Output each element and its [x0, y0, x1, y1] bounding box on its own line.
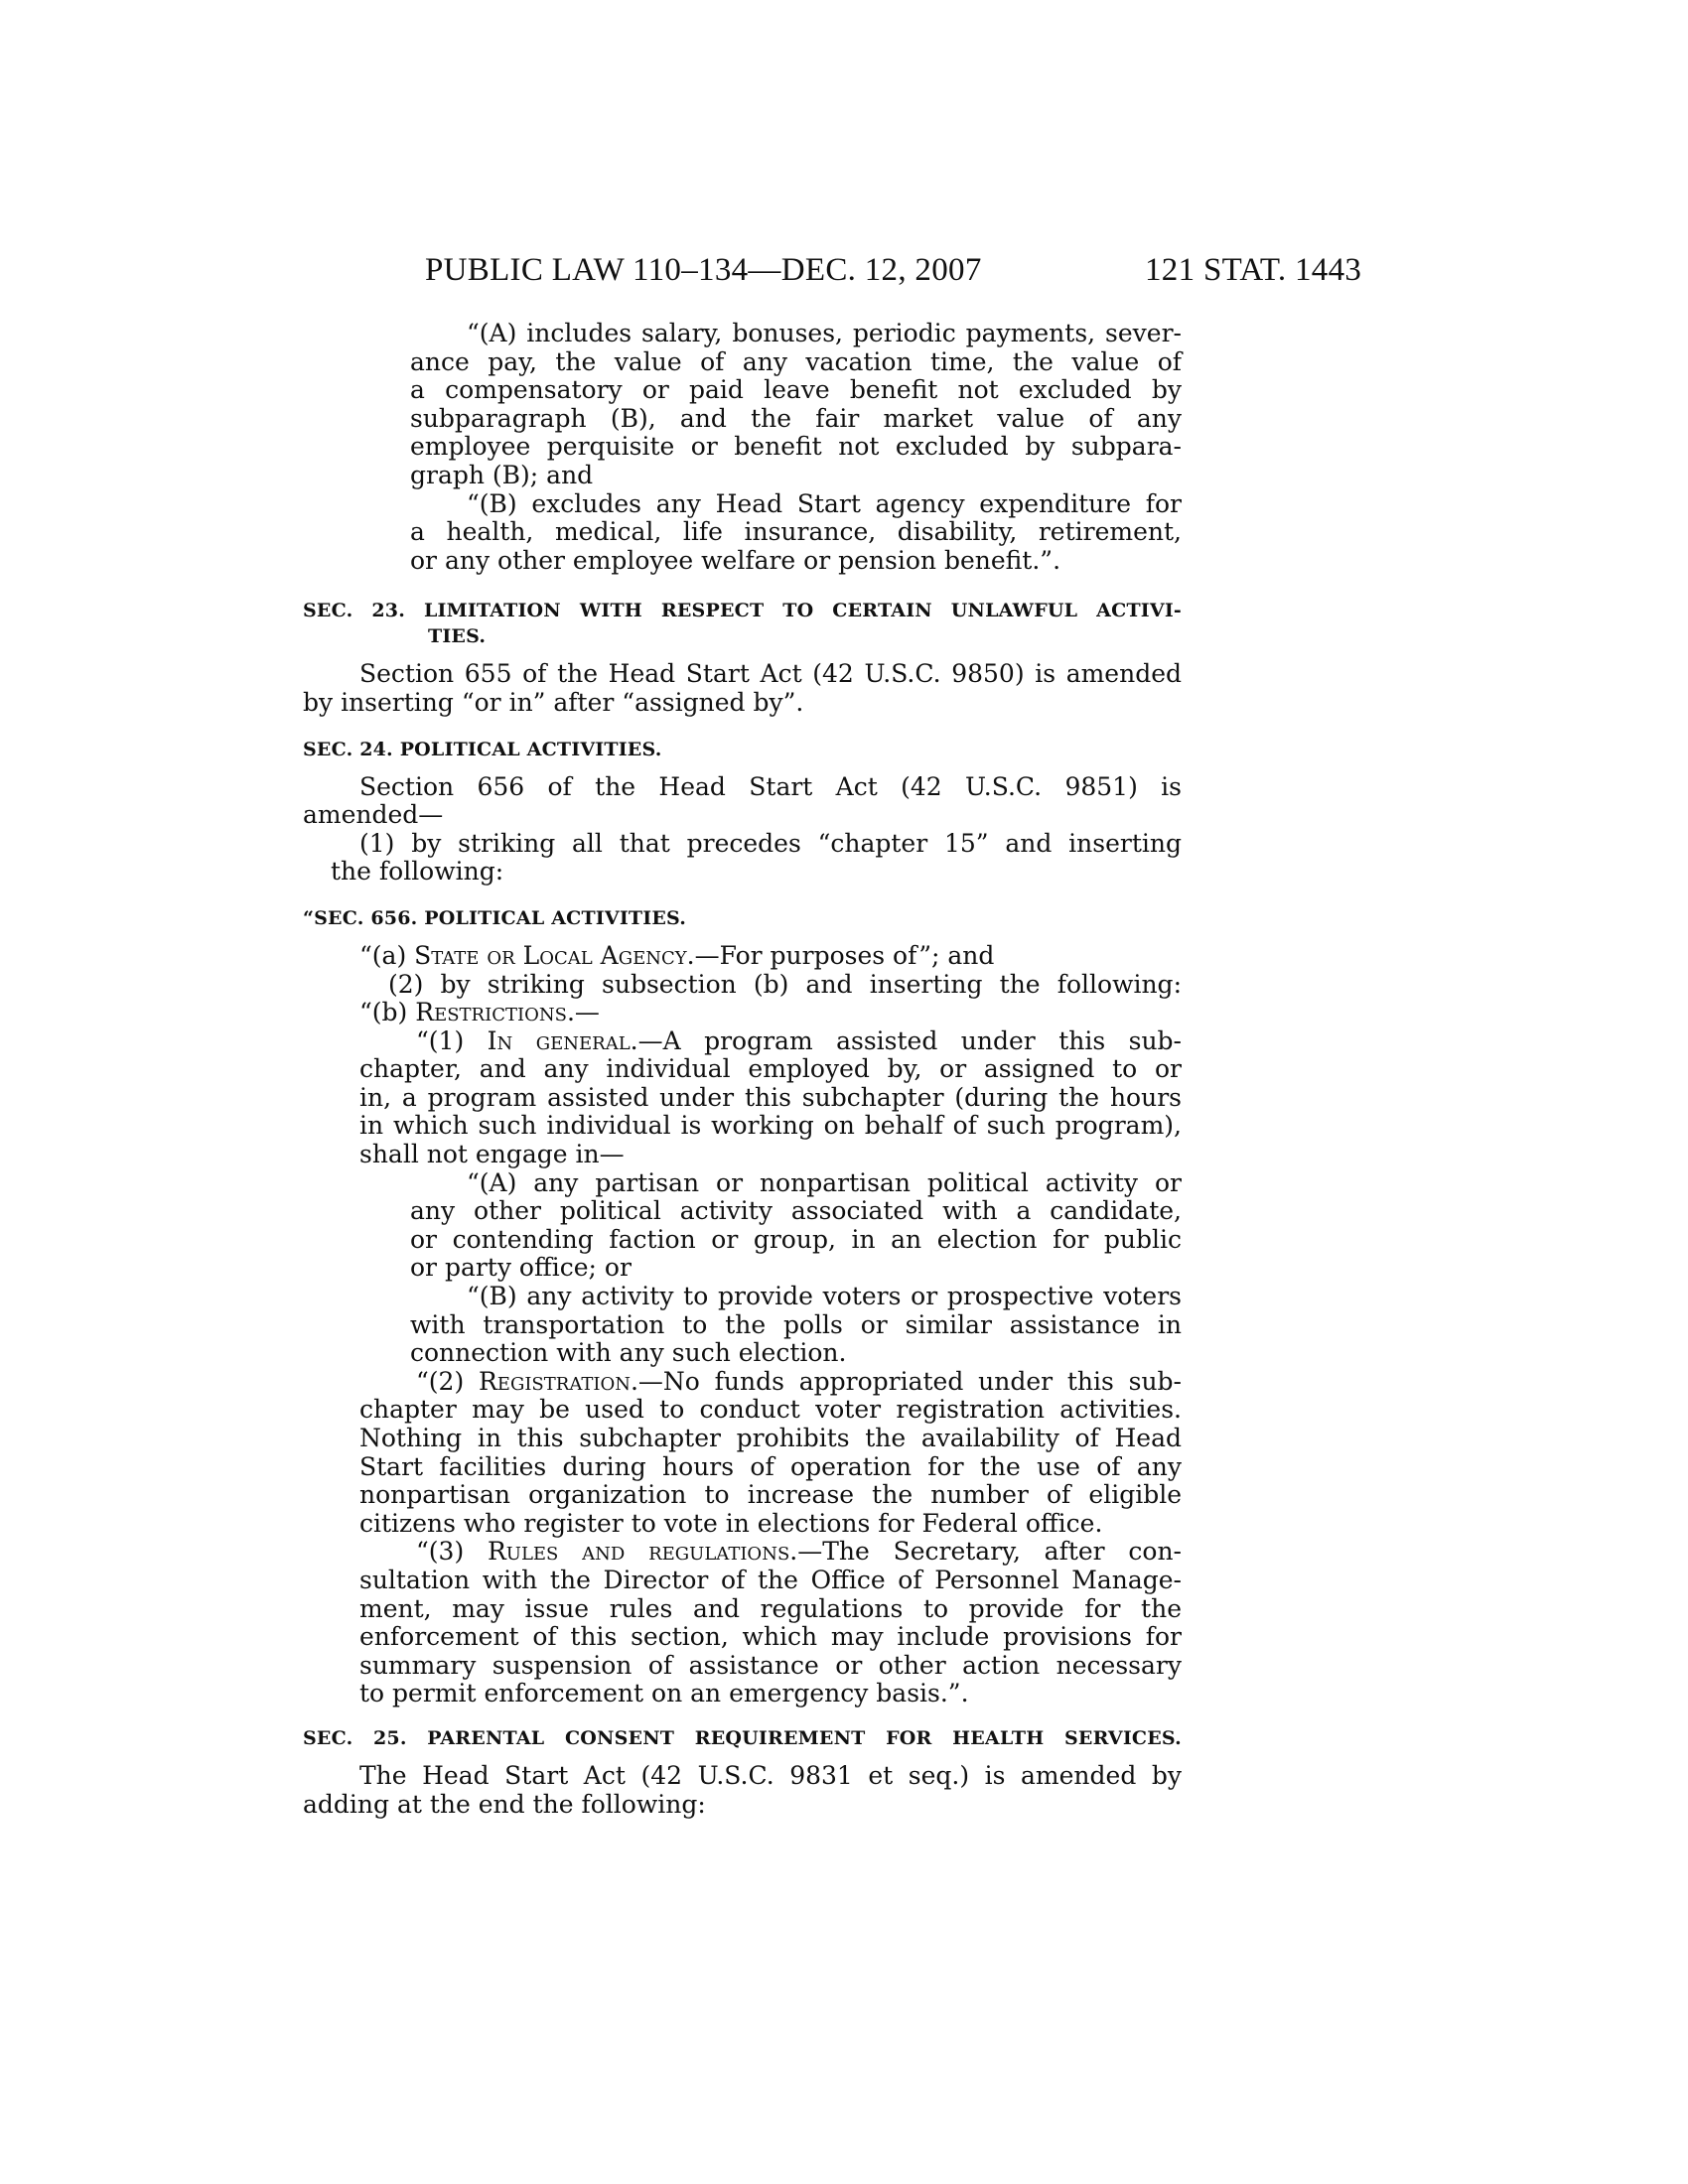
paragraph-3-caption: Rules and regulations.: [487, 1537, 798, 1567]
text-line: the following:: [331, 857, 504, 887]
subsection-a-caption: State or Local Agency.: [414, 940, 695, 970]
text-line: in, a program assisted under this subchapter (during the hours: [359, 1082, 1182, 1112]
text-line: graph (B); and: [410, 460, 594, 489]
paragraph-2-prefix: “(2): [416, 1366, 479, 1396]
subsection-b-rest: —: [574, 998, 600, 1027]
text-line: to permit enforcement on an emergency basis.”.: [359, 1679, 969, 1708]
text-line: “(A) includes salary, bonuses, periodic payments, sever-: [467, 319, 1182, 347]
text-line: sultation with the Director of the Office of Personnel Manage-: [359, 1565, 1182, 1594]
section-heading-23: [303, 597, 1182, 650]
text-line: “(A) any partisan or nonpartisan political activity or: [467, 1167, 1182, 1197]
section-heading-line: SEC. 23. LIMITATION WITH RESPECT TO CERTAIN UNLAWFUL ACTIVI-: [303, 600, 1182, 622]
section-25-text: [303, 1762, 1182, 1819]
text-line: or party office; or: [410, 1253, 632, 1283]
paragraph-2-caption: Registration.: [478, 1366, 638, 1396]
paragraph-1-caption: In general.: [487, 1025, 638, 1055]
text-line: in which such individual is working on behalf of such program),: [359, 1111, 1182, 1141]
text-line: adding at the end the following:: [303, 1789, 706, 1819]
text-line: [359, 1368, 1182, 1397]
section-24-item-1: [303, 830, 1182, 887]
text-line: subparagraph (B), and the fair market value of any: [410, 403, 1182, 433]
subsection-b-prefix: “(b): [359, 998, 416, 1027]
text-line: chapter may be used to conduct voter registration activities.: [359, 1395, 1182, 1425]
text-line: employee perquisite or benefit not excluded by subpara-: [410, 432, 1182, 462]
document-body: [303, 320, 1182, 1819]
section-heading-line: TIES.: [428, 625, 487, 648]
paragraph-1-rest: —A program assisted under this sub-: [637, 1025, 1183, 1055]
text-line: [303, 942, 1182, 971]
text-line: The Head Start Act (42 U.S.C. 9831 et seq.) is amended by: [359, 1760, 1182, 1790]
page-stat-number: 121 STAT. 1443: [1145, 252, 1362, 288]
text-line: summary suspension of assistance or other action necessary: [359, 1650, 1182, 1680]
text-line: (2) by striking subsection (b) and inserting the following:: [388, 969, 1182, 999]
text-line: “(B) any activity to provide voters or prospective voters: [467, 1282, 1182, 1311]
subsection-a-rest: —For purposes of”; and: [694, 940, 995, 970]
text-line: by inserting “or in” after “assigned by”.: [303, 687, 804, 717]
subsection-a-prefix: “(a): [359, 940, 415, 970]
text-line: citizens who register to vote in elections for Federal office.: [359, 1508, 1103, 1538]
subsection-b-caption: Restrictions.: [415, 998, 575, 1027]
text-line: with transportation to the polls or similar assistance in: [410, 1309, 1182, 1339]
text-line: [359, 1538, 1182, 1567]
paragraph-2-rest: —No funds appropriated under this sub-: [637, 1366, 1182, 1396]
text-line: nonpartisan organization to increase the number of eligible: [359, 1480, 1182, 1510]
subsection-b: [303, 999, 1182, 1027]
section-23-text: [303, 660, 1182, 717]
text-line: Start facilities during hours of operation for the use of any: [359, 1451, 1182, 1481]
paragraph-3-prefix: “(3): [416, 1537, 488, 1567]
text-line: a compensatory or paid leave benefit not excluded by: [410, 375, 1182, 405]
text-line: Section 656 of the Head Start Act (42 U.S.C. 9851) is: [359, 771, 1182, 801]
text-line: (1) by striking all that precedes “chapter 15” and inserting: [359, 828, 1182, 858]
text-line: [359, 1027, 1182, 1056]
text-line: a health, medical, life insurance, disability, retirement,: [410, 517, 1182, 547]
subparagraph-b: [303, 1283, 1182, 1368]
section-heading-656: “SEC. 656. POLITICAL ACTIVITIES.: [303, 906, 687, 929]
paragraph-1: [303, 1027, 1182, 1169]
text-line: ance pay, the value of any vacation time, the value of: [410, 346, 1182, 376]
paragraph-2: [303, 1368, 1182, 1539]
text-line: “(B) excludes any Head Start agency expenditure for: [467, 488, 1182, 518]
subparagraph-a: [303, 1169, 1182, 1283]
text-line: enforcement of this section, which may include provisions for: [359, 1622, 1182, 1652]
paragraph-3-rest: —The Secretary, after con-: [797, 1537, 1182, 1567]
text-line: shall not engage in—: [359, 1140, 625, 1169]
text-line: ment, may issue rules and regulations to provide for the: [359, 1593, 1182, 1623]
section-heading-24: SEC. 24. POLITICAL ACTIVITIES.: [303, 738, 662, 760]
text-line: Nothing in this subchapter prohibits the availability of Head: [359, 1424, 1182, 1452]
text-line: amended—: [303, 800, 444, 830]
running-header-title: PUBLIC LAW 110–134—DEC. 12, 2007: [425, 252, 982, 288]
section-24-text: [303, 773, 1182, 830]
text-line: connection with any such election.: [410, 1338, 847, 1368]
text-line: [303, 999, 1182, 1027]
section-heading-25: SEC. 25. PARENTAL CONSENT REQUIREMENT FOR HEALTH SERVICES.: [303, 1726, 1182, 1749]
paragraph-a: [301, 320, 1182, 490]
subsection-a: [303, 942, 1182, 971]
text-line: or contending faction or group, in an election for public: [410, 1224, 1182, 1254]
text-line: Section 655 of the Head Start Act (42 U.S.C. 9850) is amended: [359, 659, 1182, 689]
paragraph-b: [303, 490, 1182, 576]
text-line: or any other employee welfare or pension benefit.”.: [410, 545, 1061, 575]
paragraph-1-prefix: “(1): [416, 1025, 488, 1055]
text-line: chapter, and any individual employed by, or assigned to or: [359, 1054, 1182, 1084]
paragraph-3: [303, 1538, 1182, 1708]
text-line: any other political activity associated with a candidate,: [410, 1196, 1182, 1226]
section-24-item-2: [303, 971, 1182, 1000]
